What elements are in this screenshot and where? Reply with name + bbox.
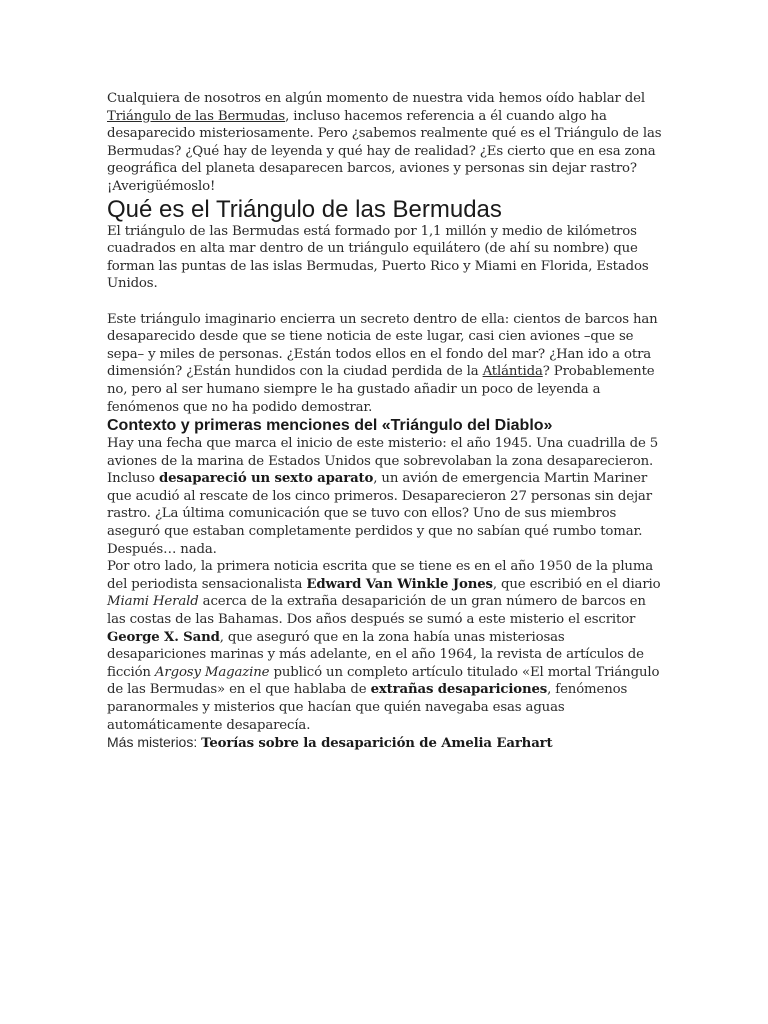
press-text-5: publicó un completo artículo titulado «El mortal Triángulo de las Bermudas» en el que hablaba de (107, 664, 660, 698)
press-text-6: , fenómenos paranormales y misterios que hacían que quién navegaba esas aguas automáticamente desaparecía. (107, 682, 628, 733)
imaginary-triangle-paragraph (107, 311, 663, 417)
press-text-1: Por otro lado, la primera noticia escrita que se tiene es en el año 1950 de la pluma del periodista sensacionalista (107, 559, 654, 592)
miami-herald-italic: Miami Herald (107, 594, 199, 610)
imaginary-text-2: ? Probablemente no, pero al ser humano siempre le ha gustado añadir un poco de leyenda a fenómenos que no ha podido demostrar. (107, 364, 655, 415)
argosy-magazine-italic: Argosy Magazine (154, 664, 270, 680)
more-mysteries-label: Más misterios: (107, 734, 202, 751)
press-text-4: , que aseguró que en la zona había unas misteriosas desapariciones marinas y más adelante, en el año 1964, la revista de artículos de ficción (107, 629, 644, 680)
context-paragraph-1950 (107, 558, 663, 734)
more-mysteries-line (107, 734, 663, 753)
bermuda-triangle-link[interactable]: Triángulo de las Bermudas (107, 108, 286, 124)
atlantida-link[interactable]: Atlántida (482, 364, 543, 380)
press-text-3: acerca de la extraña desaparición de un gran número de barcos en las costas de las Bahamas. Dos años después se sumó a este misterio el escritor (107, 594, 646, 628)
intro-text-1: Cualquiera de nosotros en algún momento de nuestra vida hemos oído hablar del (107, 91, 645, 106)
document-page (107, 90, 663, 753)
intro-text-2: , incluso hacemos referencia a él cuando algo ha desaparecido misteriosamente. Pero ¿sabemos realmente qué es el Triángulo de las Bermudas? ¿Qué hay de leyenda y qué hay de realidad? ¿Es cierto que en esa zona geográfica del planeta desaparecen barcos, aviones y personas sin dejar rastro? ¡Averigüémoslo! (107, 108, 662, 194)
context-text-1: Hay una fecha que marca el inicio de este misterio: el año 1945. Una cuadrilla de 5 aviones de la marina de Estados Unidos que sobrevolaban la zona desaparecieron. Incluso (107, 436, 659, 487)
edward-jones-bold: Edward Van Winkle Jones (306, 576, 493, 592)
context-paragraph-1945 (107, 435, 663, 558)
section-heading-context: Contexto y primeras menciones del «Triángulo del Diablo» (107, 417, 553, 435)
amelia-earhart-link[interactable]: Teorías sobre la desaparición de Amelia Earhart (201, 736, 553, 752)
intro-paragraph (107, 90, 663, 196)
section-heading-what-is: Qué es el Triángulo de las Bermudas (107, 195, 502, 223)
what-is-paragraph: El triángulo de las Bermudas está formado por 1,1 millón y medio de kilómetros cuadrados en alta mar dentro de un triángulo equilátero (de ahí su nombre) que forman las puntas de las islas Bermudas, Puerto Rico y Miami en Florida, Estados Unidos. (107, 223, 649, 292)
sixth-aircraft-bold: desapareció un sexto aparato (158, 471, 374, 487)
imaginary-text-1: Este triángulo imaginario encierra un secreto dentro de ella: cientos de barcos han desaparecido desde que se tiene noticia de este lugar, casi cien aviones –que se sepa– y miles de personas. ¿Están todos ellos en el fondo del mar? ¿Han ido a otra dimensión? ¿Están hundidos con la ciudad perdida de la (107, 311, 658, 380)
strange-disappearances-bold: extrañas desapariciones (370, 682, 548, 698)
press-text-2: , que escribió en el diario (492, 576, 661, 592)
george-sand-bold: George X. Sand (107, 629, 220, 645)
context-text-2: , un avión de emergencia Martin Mariner que acudió al rescate de los cinco primeros. Desaparecieron 27 personas sin dejar rastro. ¿La última comunicación que se tuvo con ellos? Uno de sus miembros aseguró que estaban completamente perdidos y que no sabían qué rumbo tomar. Después… nada. (107, 471, 652, 557)
